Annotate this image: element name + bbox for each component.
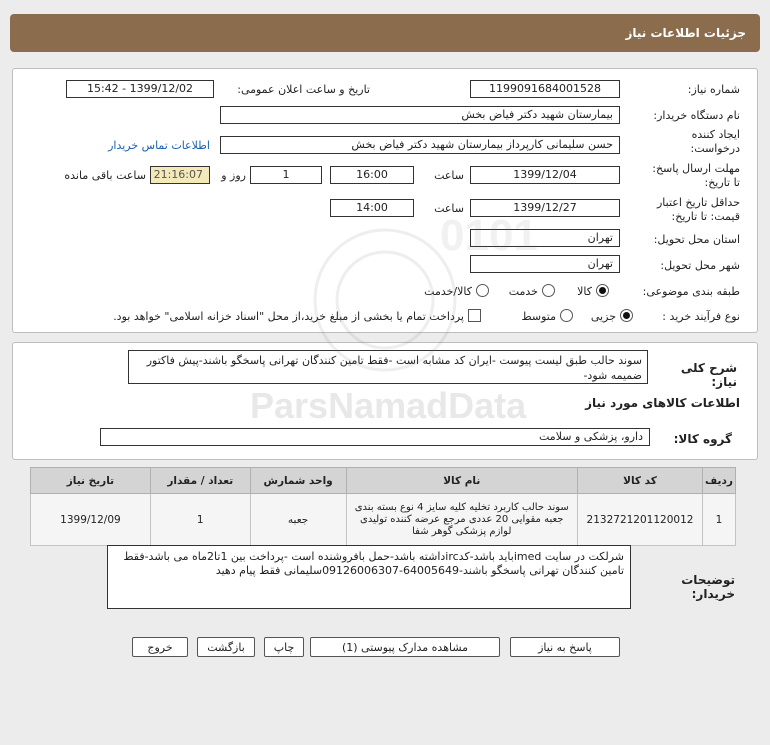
province-label: استان محل تحویل: [653, 233, 740, 246]
validity-label-1: حداقل تاریخ اعتبار [656, 196, 740, 209]
row-unit: جعبه [250, 494, 346, 546]
province-field: تهران [470, 229, 620, 247]
process-radio-medium[interactable] [560, 309, 573, 322]
announce-label: تاریخ و ساعت اعلان عمومی: [237, 83, 370, 96]
payment-note: پرداخت تمام یا بخشی از مبلغ خرید،از محل "اسناد خزانه اسلامی" خواهد بود. [113, 310, 464, 323]
row-qty: 1 [150, 494, 250, 546]
creator-field: حسن سلیمانی کارپرداز بیمارستان شهید دکتر فیاض بخش [220, 136, 620, 154]
goods-table [30, 467, 736, 546]
attachments-button[interactable]: مشاهده مدارک پیوستی (1) [310, 637, 500, 657]
buyer-org-field: بیمارستان شهید دکتر فیاض بخش [220, 106, 620, 124]
process-option-medium: متوسط [521, 310, 556, 323]
back-button[interactable]: بازگشت [197, 637, 255, 657]
days-label: روز و [221, 169, 246, 182]
buyer-org-label: نام دستگاه خریدار: [653, 109, 740, 122]
deadline-time-field: 16:00 [330, 166, 414, 184]
creator-label-2: درخواست: [690, 142, 740, 155]
description-label: شرح کلی نیاز: [680, 361, 737, 389]
exit-button[interactable]: خروج [132, 637, 188, 657]
process-radio-minor[interactable] [620, 309, 633, 322]
table-row [31, 494, 736, 546]
category-radio-goods[interactable] [596, 284, 609, 297]
validity-time-label: ساعت [434, 202, 464, 215]
need-number-label: شماره نیاز: [687, 83, 740, 96]
validity-date-field: 1399/12/27 [470, 199, 620, 217]
col-code: کد کالا [578, 468, 703, 494]
row-index: 1 [702, 494, 735, 546]
validity-label-2: قیمت: تا تاریخ: [671, 210, 740, 223]
days-field: 1 [250, 166, 322, 184]
category-option-service: خدمت [508, 285, 538, 298]
category-option-goods: کالا [577, 285, 592, 298]
city-label: شهر محل تحویل: [660, 259, 740, 272]
city-field: تهران [470, 255, 620, 273]
creator-label-1: ایجاد کننده [691, 128, 740, 141]
col-date: تاریخ نیاز [31, 468, 151, 494]
remaining-time-field: 21:16:07 [150, 166, 210, 184]
process-label: نوع فرآیند خرید : [662, 310, 740, 323]
deadline-time-label: ساعت [434, 169, 464, 182]
buyer-notes-field: شرلکت در سایت imedباید باشد-کدircداشته باشد-حمل بافروشنده است -پرداخت بین 1تا2ماه می باشد-فقط تامین کنندگان تهرانی پاسخگو باشند-64005649-09126006307سلیمانی فقط پیام دهید [107, 545, 631, 609]
category-option-both: کالا/خدمت [424, 285, 472, 298]
row-name: سوند حالب کاربرد تخلیه کلیه سایز 4 نوع بسته بندی جعبه مقوایی 20 عددی مرجع عرضه کننده تولیدی لوازم پزشکی گوهر شفا [346, 494, 578, 546]
col-name: نام کالا [346, 468, 578, 494]
validity-time-field: 14:00 [330, 199, 414, 217]
goods-group-field: دارو، پزشکی و سلامت [100, 428, 650, 446]
category-radio-service[interactable] [542, 284, 555, 297]
reply-button[interactable]: پاسخ به نیاز [510, 637, 620, 657]
col-index: ردیف [702, 468, 735, 494]
print-button[interactable]: چاپ [264, 637, 304, 657]
category-radio-both[interactable] [476, 284, 489, 297]
page-title: جزئیات اطلاعات نیاز [10, 14, 760, 52]
announce-field: 1399/12/02 - 15:42 [66, 80, 214, 98]
remaining-label: ساعت باقی مانده [64, 169, 146, 182]
deadline-label-2: تا تاریخ: [704, 176, 740, 189]
row-date: 1399/12/09 [31, 494, 151, 546]
col-qty: تعداد / مقدار [150, 468, 250, 494]
goods-group-label: گروه کالا: [673, 432, 732, 446]
deadline-label-1: مهلت ارسال پاسخ: [652, 162, 740, 175]
goods-section-title: اطلاعات کالاهای مورد نیاز [585, 396, 740, 410]
treasury-payment-checkbox[interactable] [468, 309, 481, 322]
goods-table-header [31, 468, 736, 494]
process-option-minor: جزیی [590, 310, 616, 323]
description-field: سوند حالب طبق لیست پیوست -ایران کد مشابه است -فقط تامین کنندگان تهرانی پاسخگو باشند-پیش فاکتور ضمیمه شود- [128, 350, 648, 384]
contact-info-link[interactable]: اطلاعات تماس خریدار [108, 139, 210, 152]
col-unit: واحد شمارش [250, 468, 346, 494]
category-label: طبقه بندی موضوعی: [642, 285, 740, 298]
need-number-field: 1199091684001528 [470, 80, 620, 98]
row-code: 2132721201120012 [578, 494, 703, 546]
buyer-notes-label: توضیحات خریدار: [681, 573, 735, 601]
deadline-date-field: 1399/12/04 [470, 166, 620, 184]
